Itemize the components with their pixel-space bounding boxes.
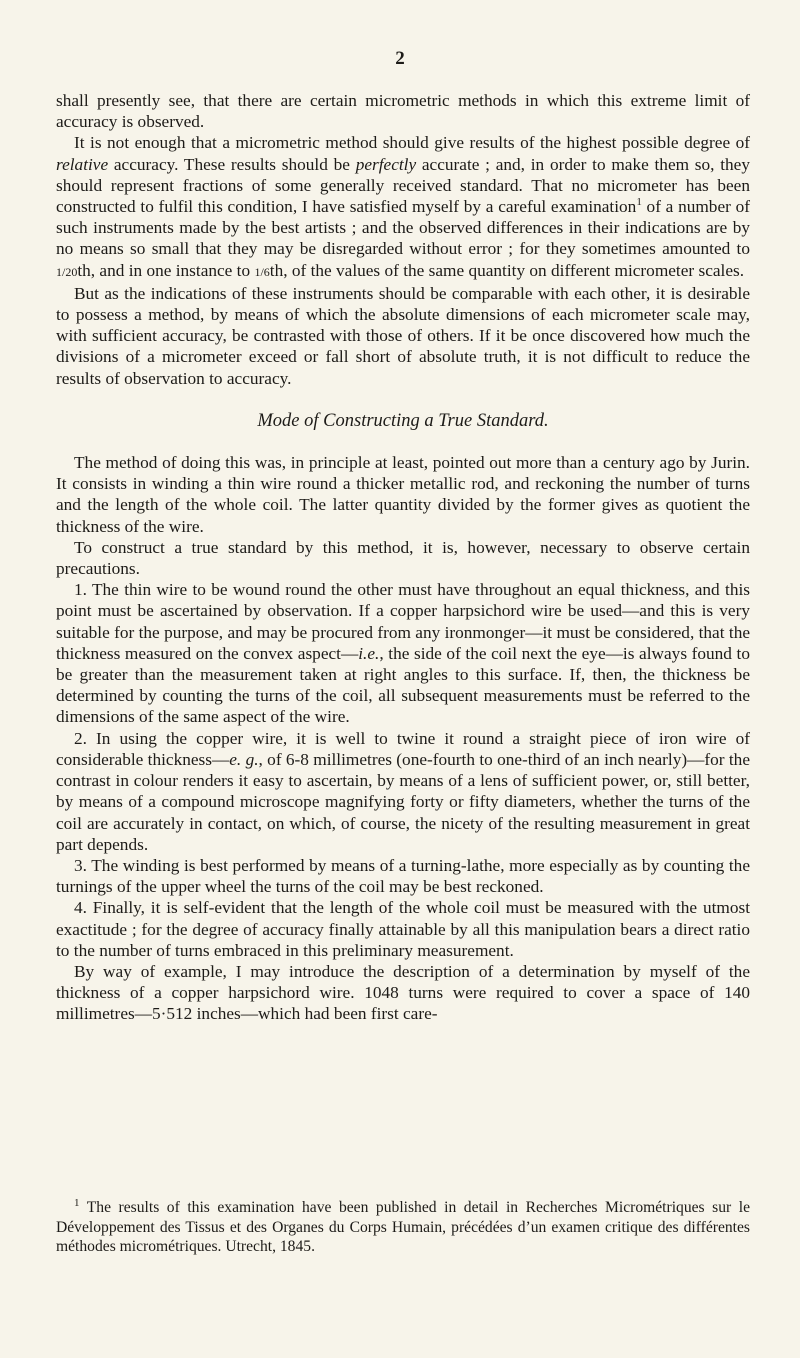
paragraph: shall presently see, that there are certain micrometric methods in which this extreme limit of accuracy is observed. [56, 91, 750, 132]
numbered-paragraph: 2. In using the copper wire, it is well to twine it round a straight piece of iron wire of considerable thickness—e. g., of 6-8 millimetres (one-fourth to one-third of an inch nearly)—for the contrast in colour renders it easy to ascertain, by means of a lens of sufficient power, or, still better, by means of a compound microscope magnifying forty or fifty diameters, whether the turns of the coil are accurately in contact, on which, of course, the nicety of the resulting measurement in great part depends. [56, 728, 750, 854]
section-heading: Mode of Constructing a True Standard. [257, 410, 549, 431]
footnote [56, 1198, 750, 1257]
page-number: 2 [395, 48, 405, 69]
emphasis: i.e. [358, 643, 380, 663]
footnote-text: The results of this examination have been published in detail in Recherches Micrométriques sur le Développement des Tissus et des Organes du Corps Humain, précédées d’un examen critique des différentes méthodes micrométriques. Utrecht, 1845. [56, 1199, 750, 1256]
paragraph: To construct a true standard by this method, it is, however, necessary to observe certain precautions. [56, 537, 750, 579]
emphasis: perfectly [355, 154, 417, 174]
numbered-paragraph: 4. Finally, it is self-evident that the length of the whole coil must be measured with the utmost exactitude ; for the degree of accuracy finally attainable by all this manipulation bears a direct ratio to the number of turns embraced in this preliminary measurement. [56, 898, 750, 960]
paragraph: It is not enough that a micrometric method should give results of the highest possible degree of relative accuracy. These results should be perfectly accurate ; and, in order to make them so, they should represent fractions of some generally received standard. That no micrometer has been constructed to fulfil this condition, I have satisfied myself by a careful examination$^1$ of a number of such instruments made by the best artists ; and the observed differences in their indications are by no means so small that they may be disregarded without error ; for they sometimes amounted to 1/20th, and in one instance to 1/6th, of the values of the same quantity on different micrometer scales. [56, 133, 750, 280]
fraction: 1/20 [56, 264, 78, 279]
paragraph: But as the indications of these instruments should be comparable with each other, it is desirable to possess a method, by means of which the absolute dimensions of each micrometer scale may, with sufficient accuracy, be contrasted with those of others. If it be once discovered how much the divisions of a micrometer exceed or fall short of absolute truth, it is not difficult to reduce the results of observation to accuracy. [56, 283, 750, 388]
paragraph: The method of doing this was, in principle at least, pointed out more than a century ago by Jurin. It consists in winding a thin wire round a thicker metallic rod, and reckoning the number of turns and the length of the whole coil. The latter quantity divided by the former gives as quotient the thickness of the wire. [56, 453, 750, 536]
emphasis: relative [56, 154, 109, 174]
paragraph: By way of example, I may introduce the description of a determination by myself of the thickness of a copper harpsichord wire. 1048 turns were required to cover a space of 140 millimetres—5·512 inches—which had been first care- [56, 961, 750, 1024]
numbered-paragraph: 3. The winding is best performed by means of a turning-lathe, more especially as by counting the turnings of the upper wheel the turns of the coil may be best reckoned. [56, 855, 750, 897]
numbered-paragraph: 1. The thin wire to be wound round the other must have throughout an equal thickness, and this point must be ascertained by observation. If a copper harpsichord wire be used—and this is very suitable for the purpose, and may be procured from any ironmonger—it must be considered, that the thickness measured on the convex aspect—i.e., the side of the coil next the eye—is always found to be greater than the measurement taken at right angles to this surface. If, then, the thickness be determined by counting the turns of the coil, all subsequent measurements must be referred to the dimensions of the same aspect of the wire. [56, 580, 750, 727]
emphasis: e. g. [229, 749, 259, 769]
footnote-reference[interactable]: 1 [636, 196, 642, 209]
footnote-marker: 1 [74, 1196, 80, 1209]
fraction: 1/6 [254, 264, 270, 279]
body-text [56, 90, 750, 1025]
